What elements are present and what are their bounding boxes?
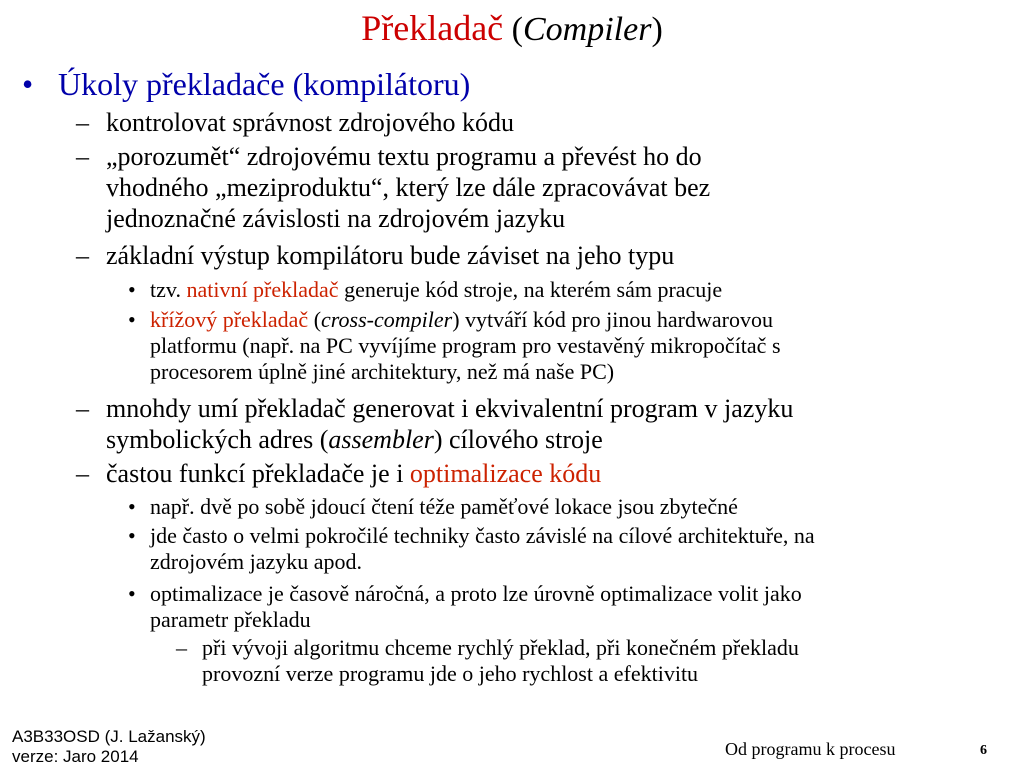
sub-list-item [150, 277, 722, 303]
sub-list-item [150, 307, 773, 333]
title-close-paren: ) [651, 11, 663, 48]
text-run: tzv. [150, 277, 187, 302]
list-item-line: „porozumět“ zdrojovému textu programu a převést ho do [106, 142, 702, 171]
highlight-code-optimization: optimalizace kódu [409, 459, 602, 488]
italic-term: assembler [328, 425, 434, 454]
text-run: ( [308, 307, 322, 332]
list-item-line: mnohdy umí překladač generovat i ekvivalentní program v jazyku [106, 394, 794, 423]
sub-sub-list-item-line: při vývoji algoritmu chceme rychlý překlad, při konečném překladu [202, 635, 799, 660]
bullet-marker: • [128, 307, 136, 332]
list-item-line: jednoznačné závislosti na zdrojovém jazyku [106, 204, 566, 233]
dash-marker: – [76, 108, 89, 137]
list-item-line: vhodného „meziproduktu“, který lze dále zpracovávat bez [106, 173, 711, 202]
dash-marker: – [176, 635, 187, 660]
sub-list-item-line: jde často o velmi pokročilé techniky často závislé na cílové architektuře, na [150, 523, 815, 548]
text-run: ) vytváří kód pro jinou hardwarovou [452, 307, 773, 332]
bullet-marker: • [128, 494, 136, 519]
footer-course: A3B33OSD (J. Lažanský) [12, 727, 206, 746]
dash-marker: – [76, 142, 89, 171]
dash-marker: – [76, 459, 89, 488]
footer-author [12, 727, 206, 767]
sub-list-item-line: parametr překladu [150, 607, 311, 632]
highlight-cross-compiler: křížový překladač [150, 307, 309, 332]
sub-list-item-line: procesorem úplně jiné architektury, než má naše PC) [150, 359, 615, 384]
sub-list-item: např. dvě po sobě jdoucí čtení téže paměťové lokace jsou zbytečné [150, 494, 738, 519]
text-run: častou funkcí překladače je i [106, 459, 410, 488]
sub-list-item-line: platformu (např. na PC vyvíjíme program pro vestavěný mikropočítač s [150, 333, 781, 358]
bullet-marker: • [22, 66, 34, 102]
title-subtitle: Compiler [522, 11, 652, 48]
bullet-marker: • [128, 523, 136, 548]
footer-chapter: Od programu k procesu [725, 739, 896, 759]
list-item: kontrolovat správnost zdrojového kódu [106, 108, 514, 137]
list-item-line [106, 424, 603, 455]
main-bullet-heading: Úkoly překladače (kompilátoru) [58, 66, 471, 102]
highlight-native-compiler: nativní překladač [186, 277, 339, 302]
sub-sub-list-item-line: provozní verze programu jde o jeho rychlost a efektivitu [202, 661, 699, 686]
footer-version: verze: Jaro 2014 [12, 747, 139, 766]
sub-list-item-line: optimalizace je časově náročná, a proto lze úrovně optimalizace volit jako [150, 581, 802, 606]
title-main: Překladač [361, 8, 504, 48]
text-run: symbolických adres ( [106, 425, 329, 454]
bullet-marker: • [128, 277, 136, 302]
text-run: ) cílového stroje [433, 425, 603, 454]
text-run: generuje kód stroje, na kterém sám pracuje [338, 277, 723, 302]
list-item: základní výstup kompilátoru bude záviset na jeho typu [106, 241, 675, 270]
page-number: 6 [980, 743, 987, 758]
sub-list-item-line: zdrojovém jazyku apod. [150, 549, 362, 574]
dash-marker: – [76, 394, 89, 423]
list-item [106, 458, 601, 489]
dash-marker: – [76, 241, 89, 270]
bullet-marker: • [128, 581, 136, 606]
title-open-paren: ( [503, 11, 523, 48]
italic-term: cross-compiler [321, 307, 453, 332]
